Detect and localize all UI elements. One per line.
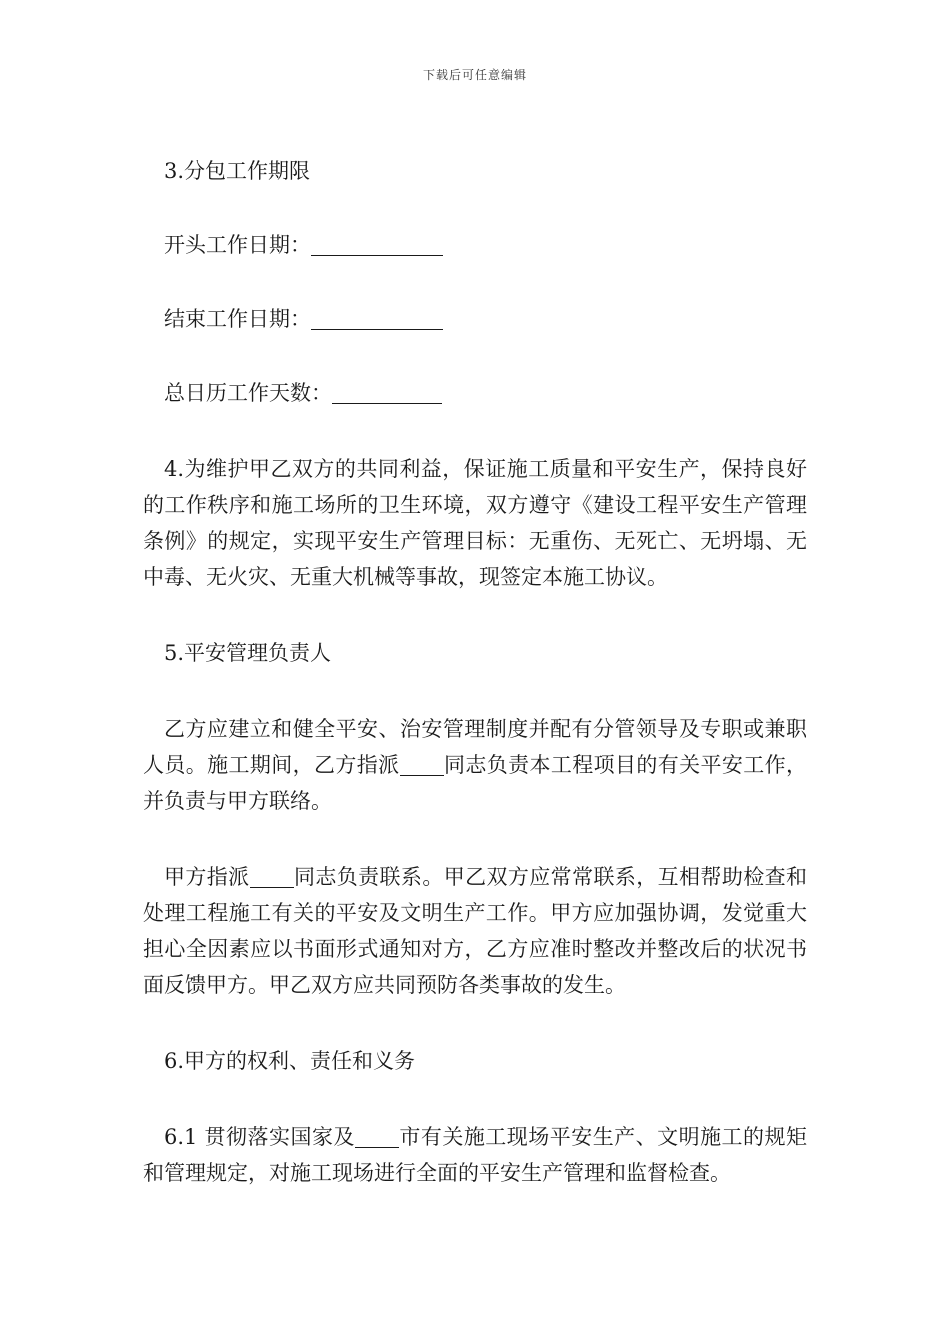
end-date-line [143, 301, 807, 337]
s5-p2-text-b: 同志负责联系。甲乙双方应常常联系，互相帮助检查和处理工程施工有关的平安及文明生产工作。甲方应加强协调，发觉重大担心全因素应以书面形式通知对方，乙方应准时整改并整改后的状况书面反馈甲方。甲乙双方应共同预防各类事故的发生。 [143, 865, 808, 997]
end-date-blank[interactable] [311, 305, 443, 330]
s61-text-a: 6.1 贯彻落实国家及 [164, 1125, 355, 1149]
section-5-paragraph-1 [143, 711, 807, 819]
total-days-blank[interactable] [332, 379, 442, 404]
section-5-paragraph-2 [143, 859, 807, 1003]
section-6-title: 6.甲方的权利、责任和义务 [164, 1049, 416, 1073]
section-6-1-paragraph [143, 1119, 807, 1191]
s5-p1-blank[interactable] [400, 751, 444, 776]
start-date-line [143, 227, 807, 263]
s5-p1-text-a: 乙方应建立和健全平安、治安管理制度并配有分管领导及专职或兼职人员。施工期间，乙方指派 [143, 717, 807, 777]
s5-p2-blank[interactable] [250, 863, 294, 888]
s5-p2-text-a: 甲方指派 [164, 865, 250, 889]
s5-p1-text-b: 同志负责本工程项目的有关平安工作，并负责与甲方联络。 [143, 753, 808, 813]
section-4-paragraph: 4.为维护甲乙双方的共同利益，保证施工质量和平安生产，保持良好的工作秩序和施工场所的卫生环境，双方遵守《建设工程平安生产管理条例》的规定，实现平安生产管理目标：无重伤、无死亡、无坍塌、无中毒、无火灾、无重大机械等事故，现签定本施工协议。 [143, 457, 807, 589]
s61-text-b: 市有关施工现场平安生产、文明施工的规矩和管理规定，对施工现场进行全面的平安生产管理和监督检查。 [143, 1125, 807, 1185]
start-date-label: 开头工作日期： [164, 233, 311, 257]
section-3-title: 3.分包工作期限 [164, 159, 311, 183]
total-days-line [143, 375, 807, 411]
s61-blank[interactable] [355, 1123, 399, 1148]
section-5-title: 5.平安管理负责人 [164, 641, 332, 665]
start-date-blank[interactable] [311, 231, 443, 256]
document-body [143, 153, 807, 1191]
header-note: 下载后可任意编辑 [422, 68, 527, 82]
end-date-label: 结束工作日期： [164, 307, 311, 331]
total-days-label: 总日历工作天数： [164, 381, 332, 405]
